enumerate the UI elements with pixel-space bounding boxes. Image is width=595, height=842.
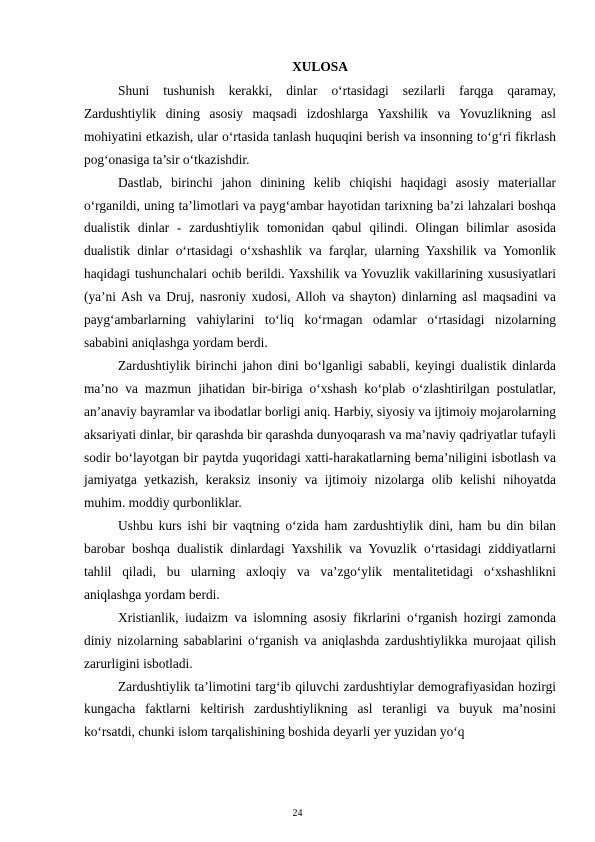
paragraph-5: Xristianlik, iudaizm va islomning asosiy fikrlarini o‘rganish hozirgi zamonda diniy nizolarning sabablarini o‘rganish va aniqlashda zardushtiylikka murojaat qilish zarurligini isbotladi. — [84, 609, 556, 671]
document-page — [84, 56, 556, 744]
paragraph-6: Zardushtiylik ta’limotini targ‘ib qiluvchi zardushtiylar demografiyasidan hozirgi kungacha faktlarni keltirish zardushtiylikning asl teranligi va buyuk ma’nosini ko‘rsatdi, chunki islom tarqalishining boshida deyarli yer yuzidan yo‘q — [84, 678, 556, 740]
paragraph-2: Dastlab, birinchi jahon dinining kelib chiqishi haqidagi asosiy materiallar o‘rganildi, uning ta’limotlari va payg‘ambar hayotidan tarixning ba’zi lahzalari boshqa dualistik dinlar - zardushtiylik tomonidan qabul qilindi. Olingan bilimlar asosida dualistik dinlar o‘rtasidagi o‘xshashlik va farqlar, ularning Yaxshilik va Yomonlik haqidagi tushunchalari ochib berildi. Yaxshilik va Yovuzlik vakillarining xususiyatlari (ya’ni Ash va Druj, nasroniy xudosi, Alloh va shayton) dinlarning asl maqsadini va payg‘ambarlarning vahiylarini to‘liq ko‘rmagan odamlar o‘rtasidagi nizolarning sababini aniqlashga yordam berdi. — [84, 174, 556, 350]
paragraph-1: Shuni tushunish kerakki, dinlar o‘rtasidagi sezilarli farqga qaramay, Zardushtiylik dining asosiy maqsadi izdoshlarga Yaxshilik va Yovuzlikning asl mohiyatini etkazish, ular o‘rtasida tanlash huquqini berish va insonning to‘g‘ri fikrlash pog‘onasiga ta’sir o‘tkazishdir. — [84, 83, 556, 167]
paragraph-4: Ushbu kurs ishi bir vaqtning o‘zida ham zardushtiylik dini, ham bu din bilan barobar boshqa dualistik dinlardagi Yaxshilik va Yovuzlik o‘rtasidagi ziddiyatlarni tahlil qiladi, bu ularning axloqiy va va’zgo‘ylik mentalitetidagi o‘xshashlikni aniqlashga yordam berdi. — [84, 518, 556, 602]
section-title: XULOSA — [292, 59, 348, 74]
page-number: 24 — [292, 808, 303, 819]
paragraph-3: Zardushtiylik birinchi jahon dini bo‘lganligi sababli, keyingi dualistik dinlarda ma’no va mazmun jihatidan bir-biriga o‘xshash ko‘plab o‘zlashtirilgan postulatlar, an’anaviy bayramlar va ibodatlar borligi aniq. Harbiy, siyosiy va ijtimoiy mojarolarning aksariyati dinlar, bir qarashda bir qarashda dunyoqarash va ma’naviy qadriyatlar tufayli sodir bo‘layotgan bir paytda yuqoridagi xatti-harakatlarning bema’niligini isbotlash va jamiyatga yetkazish, keraksiz insoniy va ijtimoiy nizolarga olib kelishi nihoyatda muhim. moddiy qurbonliklar. — [84, 357, 556, 511]
